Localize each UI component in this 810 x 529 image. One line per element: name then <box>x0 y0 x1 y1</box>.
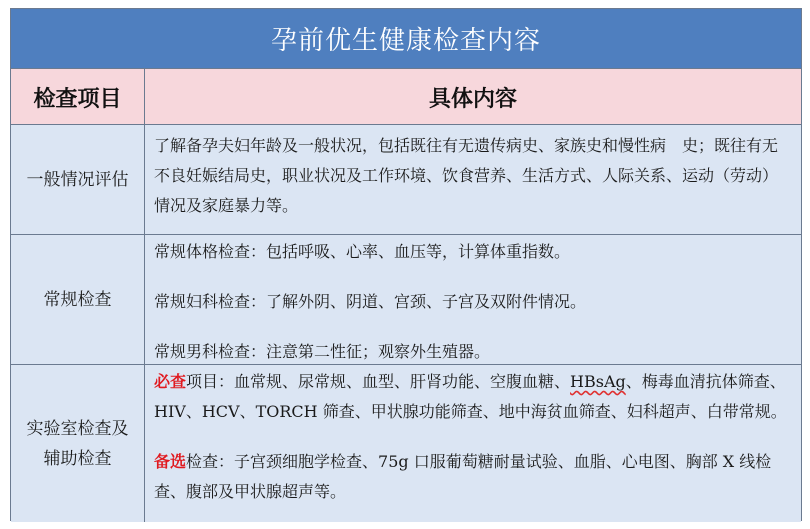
table-title: 孕前优生健康检查内容 <box>11 9 801 69</box>
table-row-routine <box>11 235 801 365</box>
optional-label: 备选 <box>154 452 187 471</box>
lab-optional-para <box>154 447 793 507</box>
required-text-2: 、梅毒血清抗体筛查、HIV、HCV、TORCH 筛查、甲状腺功能筛查、地中海贫血筛查、妇科超声、白带常规。 <box>154 372 787 421</box>
row-content-lab <box>145 365 801 522</box>
routine-physical-text: 常规体格检查：包括呼吸、心率、血压等，计算体重指数。 <box>154 242 571 261</box>
header-content: 具体内容 <box>428 86 517 112</box>
required-text-1: 项目：血常规、尿常规、血型、肝肾功能、空腹血糖、 <box>186 372 571 391</box>
lab-item-line2: 辅助检查 <box>43 448 112 469</box>
table-row-general <box>11 125 801 235</box>
optional-text: 检查：子宫颈细胞学检查、75g 口服葡萄糖耐量试验、血脂、心电图、胸部 X 线检查、腹部及甲状腺超声等。 <box>154 452 772 501</box>
exam-table <box>10 8 802 521</box>
table-row-lab <box>11 365 801 522</box>
required-label: 必查 <box>154 372 187 391</box>
hbsag-text: HBsAg <box>570 372 626 391</box>
row-content-routine <box>145 235 801 364</box>
general-content-text: 了解备孕夫妇年龄及一般状况，包括既往有无遗传病史、家族史和慢性病 史；既往有无不良妊娠结局史，职业状况及工作环境、饮食营养、生活方式、人际关系、运动（劳动）情况及家庭暴力等。 <box>154 136 779 215</box>
row-content-general <box>145 125 801 234</box>
row-item-general: 一般情况评估 <box>11 125 145 234</box>
routine-gyn-text: 常规妇科检查：了解外阴、阴道、宫颈、子宫及双附件情况。 <box>154 292 587 311</box>
header-exam-item: 检查项目 <box>11 69 145 125</box>
table-header <box>11 69 801 125</box>
lab-required-para <box>154 367 793 427</box>
row-item-routine: 常规检查 <box>11 235 145 364</box>
row-item-lab <box>11 365 145 522</box>
routine-male-text: 常规男科检查：注意第二性征；观察外生殖器。 <box>154 342 491 361</box>
lab-item-line1: 实验室检查及 <box>26 418 129 439</box>
